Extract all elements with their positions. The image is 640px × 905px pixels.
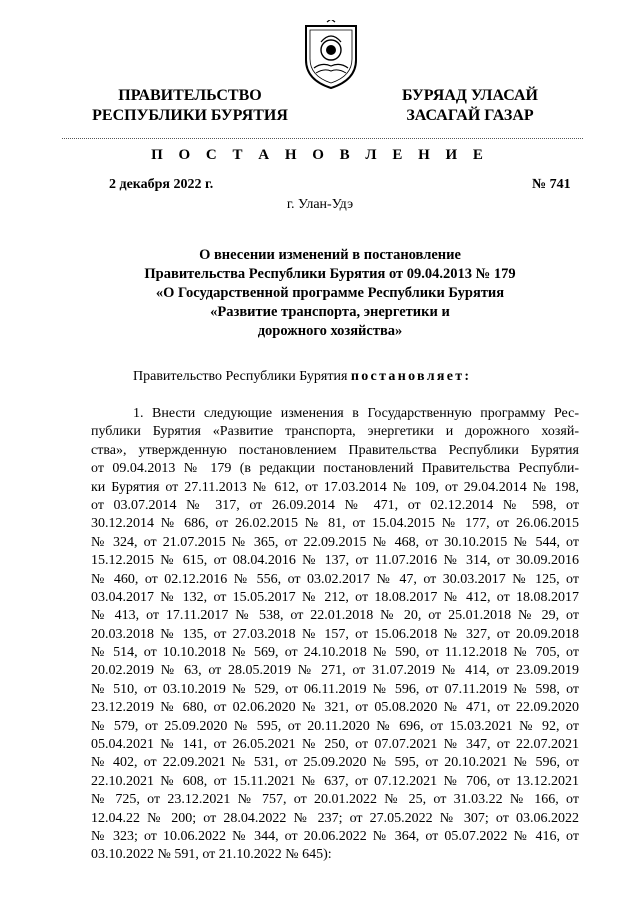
body-line: № 402, от 22.09.2021 № 531, от 25.09.2020 № 595, от 20.10.2021 № 596, от — [91, 755, 579, 771]
coat-of-arms-emblem — [300, 20, 362, 90]
body-line: 20.03.2018 № 135, от 27.03.2018 № 157, от 15.06.2018 № 327, от 20.09.2018 — [91, 626, 579, 642]
title-line: Правительства Республики Бурятия от 09.04.2013 № 179 — [144, 266, 516, 282]
preamble-verb: постановляет: — [350, 369, 472, 384]
document-city: г. Улан-Удэ — [286, 197, 354, 212]
resolution-body — [91, 405, 579, 865]
body-line: 12.04.22 № 200; от 28.04.2022 № 237; от 27.05.2022 № 307; от 03.06.2022 — [91, 810, 579, 826]
body-line: от 09.04.2013 № 179 (в редакции постановлений Правительства Республи- — [91, 461, 579, 477]
government-name-line: БУРЯАД УЛАСАЙ — [402, 87, 538, 104]
header-divider — [62, 138, 583, 139]
title-line: «О Государственной программе Республики Бурятия — [155, 285, 505, 301]
government-name-line: ПРАВИТЕЛЬСТВО — [118, 87, 262, 104]
body-line: № 460, от 02.12.2016 № 556, от 03.02.2017 № 47, от 30.03.2017 № 125, от — [91, 571, 579, 587]
body-line: публики Бурятия «Развитие транспорта, энергетики и дорожного хозяй- — [91, 424, 579, 440]
body-line: ки Бурятия от 27.11.2013 № 612, от 17.03.2014 № 109, от 29.04.2014 № 198, — [91, 479, 579, 495]
document-number: № 741 — [532, 177, 571, 192]
government-name-line: ЗАСАГАЙ ГАЗАР — [406, 107, 534, 124]
preamble — [133, 369, 471, 385]
body-line: 20.02.2019 № 63, от 28.05.2019 № 271, от 31.07.2019 № 414, от 23.09.2019 — [91, 663, 579, 679]
body-line: 23.12.2019 № 680, от 02.06.2020 № 321, от 05.08.2020 № 471, от 22.09.2020 — [91, 700, 579, 716]
body-line: № 510, от 03.10.2019 № 529, от 06.11.2019 № 596, от 07.11.2019 № 598, от — [91, 681, 579, 697]
title-line: О внесении изменений в постановление — [199, 247, 461, 263]
title-line: «Развитие транспорта, энергетики и — [210, 304, 450, 320]
body-line: 30.12.2014 № 686, от 26.02.2015 № 81, от 15.04.2015 № 177, от 26.06.2015 — [91, 516, 579, 532]
body-line: от 03.07.2014 № 317, от 26.09.2014 № 471, от 02.12.2014 № 598, от — [91, 497, 579, 513]
title-line: дорожного хозяйства» — [257, 323, 403, 339]
body-line: 05.04.2021 № 141, от 26.05.2021 № 250, от 07.07.2021 № 347, от 22.07.2021 — [91, 737, 579, 753]
body-line: 15.12.2015 № 615, от 08.04.2016 № 137, от 11.07.2016 № 314, от 30.09.2016 — [91, 553, 579, 569]
body-line: № 323; от 10.06.2022 № 344, от 20.06.2022 № 364, от 05.07.2022 № 416, от — [91, 828, 579, 844]
document-type-heading: П О С Т А Н О В Л Е Н И Е — [151, 147, 489, 163]
body-line: 03.04.2017 № 132, от 15.05.2017 № 212, от 18.08.2017 № 412, от 18.08.2017 — [91, 589, 579, 605]
body-line: № 579, от 25.09.2020 № 595, от 20.11.2020 № 696, от 15.03.2021 № 92, от — [91, 718, 579, 734]
government-name-line: РЕСПУБЛИКИ БУРЯТИЯ — [92, 107, 288, 124]
body-line: № 514, от 10.10.2018 № 569, от 24.10.2018 № 590, от 11.12.2018 № 705, от — [91, 645, 579, 661]
preamble-text: Правительство Республики Бурятия — [133, 369, 351, 384]
body-line: № 413, от 17.11.2017 № 538, от 22.01.2018 № 20, от 25.01.2018 № 29, от — [91, 608, 579, 624]
body-line: № 324, от 21.07.2015 № 365, от 22.09.2015 № 468, от 30.10.2015 № 544, от — [91, 534, 579, 550]
body-line: 03.10.2022 № 591, от 21.10.2022 № 645): — [91, 847, 332, 863]
body-line: № 725, от 23.12.2021 № 757, от 20.01.2022 № 25, от 31.03.22 № 166, от — [91, 792, 579, 808]
body-line: 1. Внести следующие изменения в Государственную программу Рес- — [133, 406, 579, 421]
body-line: 22.10.2021 № 608, от 15.11.2021 № 637, от 07.12.2021 № 706, от 13.12.2021 — [91, 773, 579, 789]
body-line: ства», утвержденную постановлением Правительства Республики Бурятия — [91, 442, 579, 458]
government-name-russian — [90, 86, 290, 126]
government-name-buryat — [395, 86, 545, 126]
document-date: 2 декабря 2022 г. — [109, 177, 214, 192]
document-title — [90, 246, 570, 341]
